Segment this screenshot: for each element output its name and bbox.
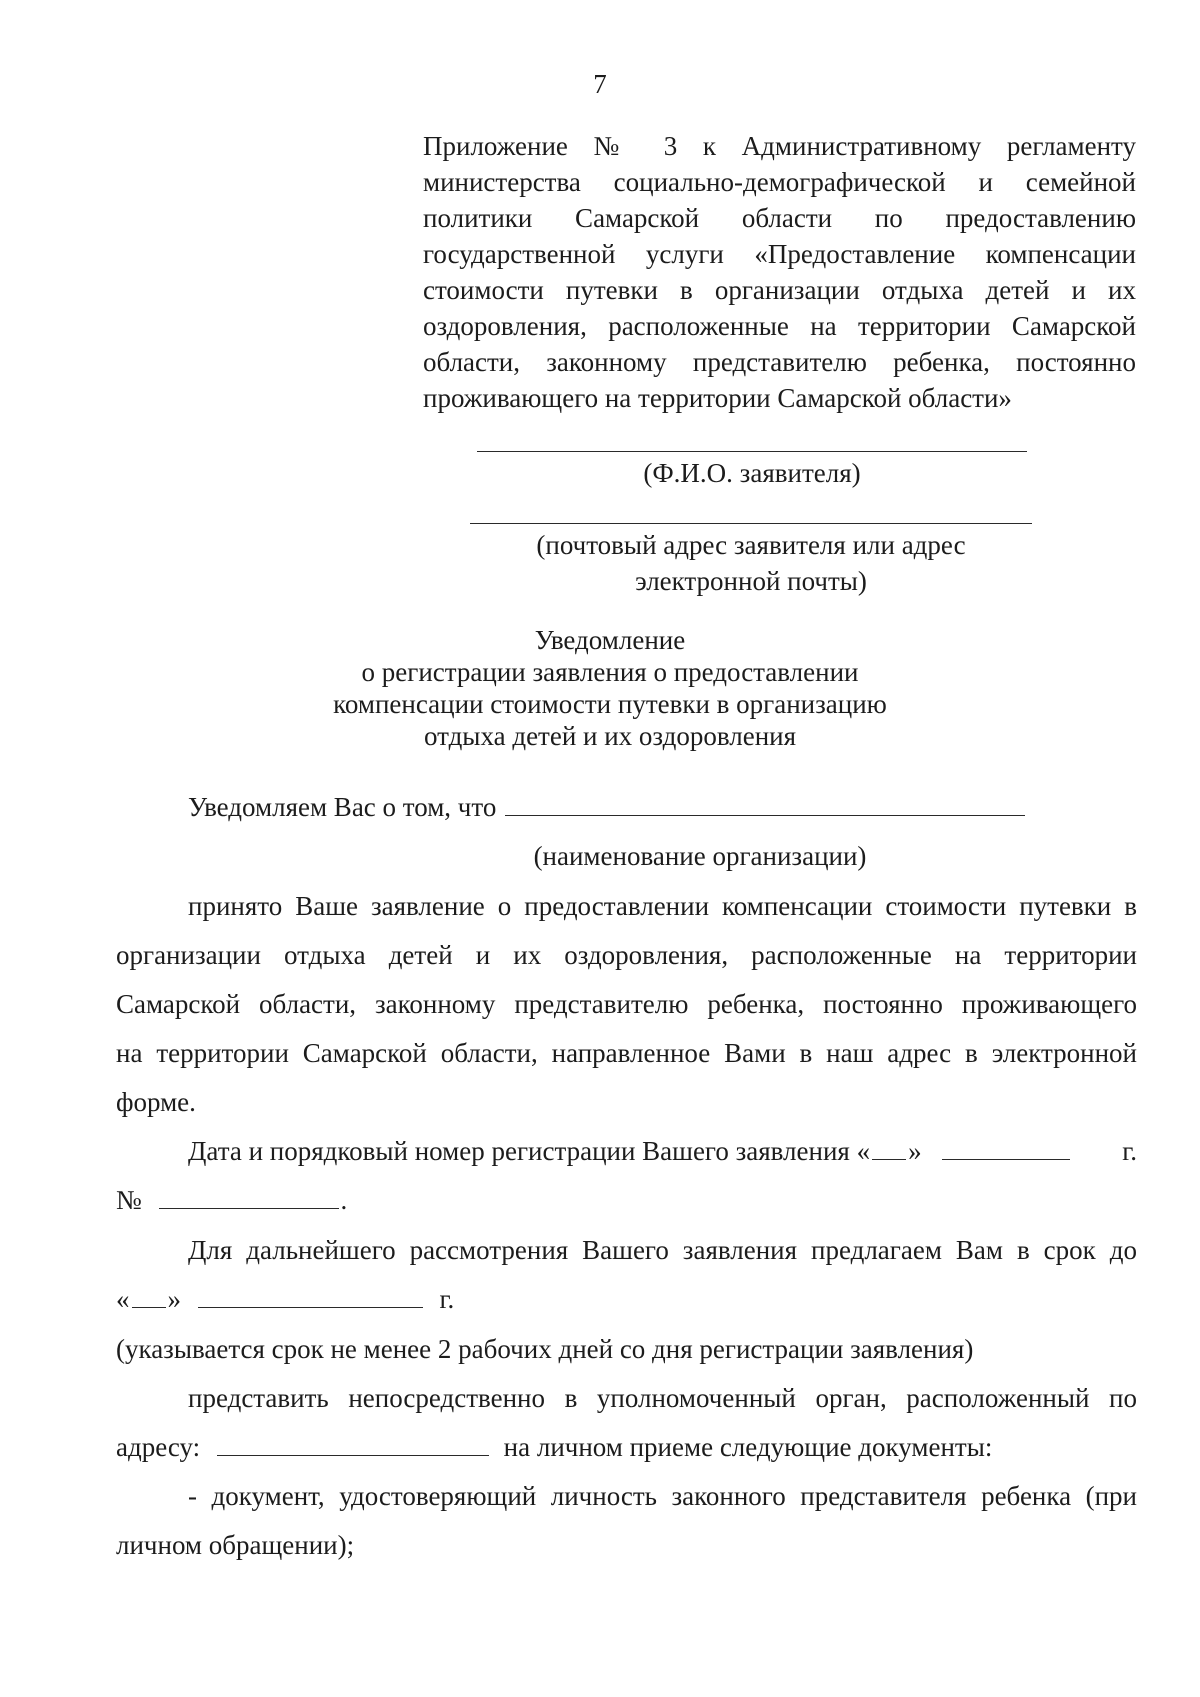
appendix-line: государственной услуги «Предоставление компенсации bbox=[423, 239, 1136, 269]
number-sign: № bbox=[116, 1185, 142, 1215]
document-item-line: личном обращении); bbox=[116, 1530, 355, 1560]
reg-year-suffix: г. bbox=[1122, 1136, 1137, 1166]
deadline-year-suffix: г. bbox=[439, 1284, 455, 1314]
applicant-address-line[interactable] bbox=[470, 523, 1032, 524]
address-caption-line1: (почтовый адрес заявителя или адрес bbox=[536, 530, 966, 560]
reg-number-period: . bbox=[340, 1185, 348, 1215]
notify-line bbox=[188, 783, 1200, 831]
applicant-name-line[interactable] bbox=[477, 451, 1027, 452]
page-number: 7 bbox=[593, 69, 607, 99]
title-line: компенсации стоимости путевки в организацию bbox=[333, 689, 887, 719]
reg-day-field[interactable] bbox=[872, 1135, 906, 1160]
para1-line: на территории Самарской области, направленное Вами в наш адрес в электронной bbox=[116, 1038, 1137, 1068]
deadline-day-field[interactable] bbox=[132, 1283, 166, 1308]
appendix-line: оздоровления, расположенные на территории Самарской bbox=[423, 311, 1136, 341]
title-line: отдыха детей и их оздоровления bbox=[423, 721, 797, 751]
notice-title bbox=[250, 624, 970, 752]
organization-caption: (наименование организации) bbox=[533, 841, 867, 871]
organization-name-field[interactable] bbox=[505, 791, 1025, 816]
notify-prefix: Уведомляем Вас о том, что bbox=[188, 792, 497, 822]
appendix-line: проживающего на территории Самарской области» bbox=[423, 383, 1012, 413]
deadline-date-line bbox=[116, 1275, 1137, 1323]
submit-line: представить непосредственно в уполномоченный орган, расположенный по bbox=[188, 1383, 1137, 1413]
open-quote: « bbox=[116, 1284, 130, 1314]
deadline-note: (указывается срок не менее 2 рабочих дней со дня регистрации заявления) bbox=[116, 1334, 974, 1364]
para1-line: форме. bbox=[116, 1087, 196, 1117]
para1-line: организации отдыха детей и их оздоровления, расположенные на территории bbox=[116, 940, 1137, 970]
reg-date-mid: » bbox=[908, 1136, 922, 1166]
appendix-line: стоимости путевки в организации отдыха детей и их bbox=[423, 275, 1136, 305]
address-suffix: на личном приеме следующие документы: bbox=[503, 1432, 993, 1462]
appendix-header bbox=[423, 128, 1136, 416]
appendix-line: политики Самарской области по предоставлению bbox=[423, 203, 1136, 233]
appendix-line: области, законному представителю ребенка, постоянно bbox=[423, 347, 1136, 377]
appendix-line: министерства социально-демографической и семейной bbox=[423, 167, 1136, 197]
appendix-line: Приложение № 3 к Административному регламенту bbox=[423, 131, 1136, 161]
deadline-month-field[interactable] bbox=[198, 1283, 423, 1308]
address-caption-line2: электронной почты) bbox=[635, 566, 867, 596]
para1-line: Самарской области, законному представителю ребенка, постоянно проживающего bbox=[116, 989, 1137, 1019]
registration-date-line bbox=[188, 1127, 1137, 1175]
title-line: Уведомление bbox=[534, 625, 686, 655]
further-line: Для дальнейшего рассмотрения Вашего заявления предлагаем Вам в срок до bbox=[188, 1235, 1137, 1265]
registration-number-line bbox=[116, 1176, 1137, 1224]
authority-address-field[interactable] bbox=[217, 1431, 489, 1456]
title-line: о регистрации заявления о предоставлении bbox=[361, 657, 859, 687]
address-line bbox=[116, 1423, 1137, 1471]
reg-date-prefix: Дата и порядковый номер регистрации Вашего заявления « bbox=[188, 1136, 871, 1166]
reg-number-field[interactable] bbox=[159, 1184, 339, 1209]
reg-month-field[interactable] bbox=[942, 1135, 1070, 1160]
applicant-address-caption bbox=[470, 527, 1032, 599]
para1-line: принято Ваше заявление о предоставлении компенсации стоимости путевки в bbox=[188, 891, 1137, 921]
applicant-name-caption: (Ф.И.О. заявителя) bbox=[643, 458, 861, 488]
document-item-line: - документ, удостоверяющий личность законного представителя ребенка (при bbox=[188, 1481, 1137, 1511]
close-quote: » bbox=[167, 1284, 181, 1314]
address-prefix: адресу: bbox=[116, 1432, 201, 1462]
